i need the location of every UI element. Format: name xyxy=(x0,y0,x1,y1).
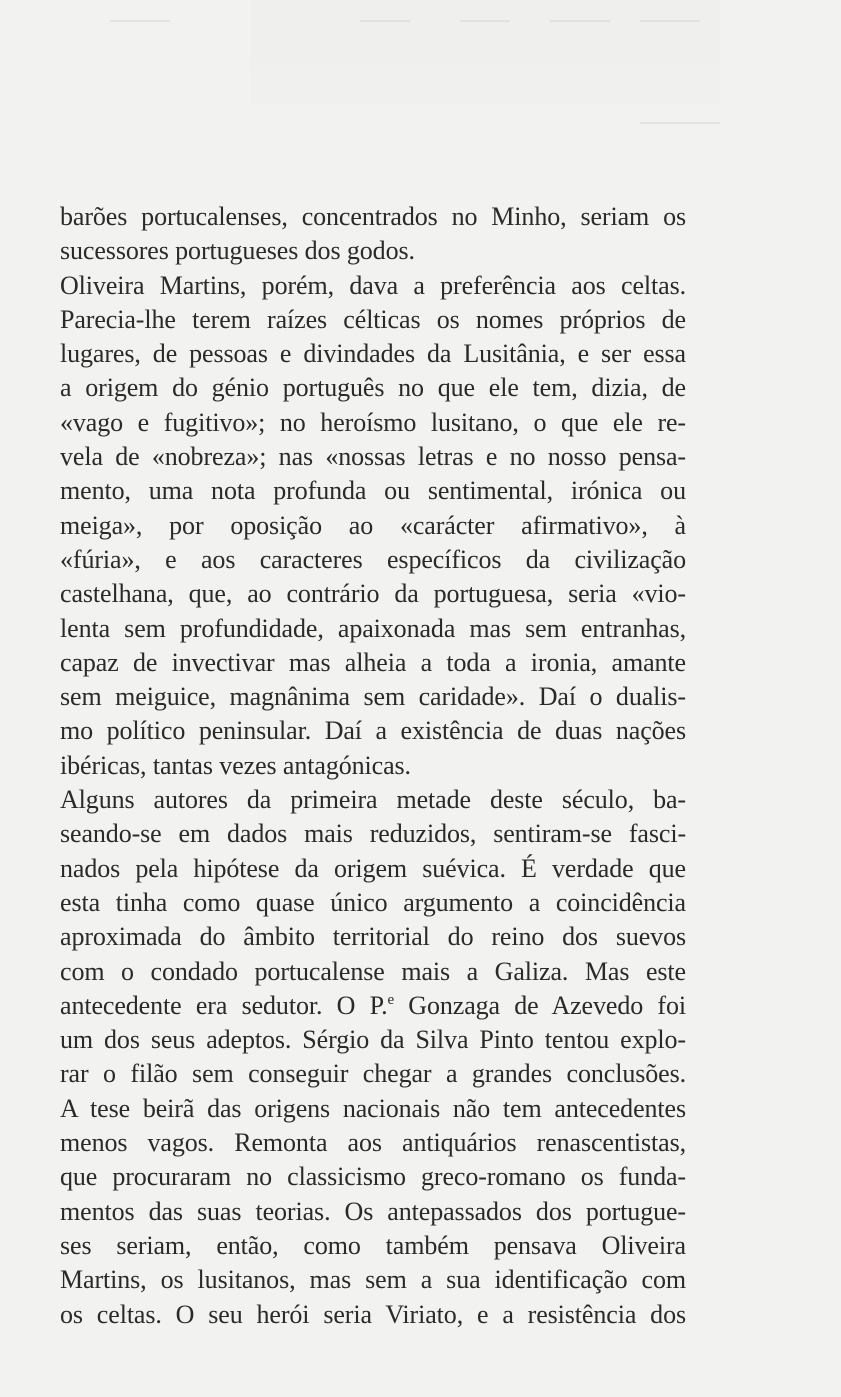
text-line: ibéricas, tantas vezes antagónicas. xyxy=(60,750,411,780)
bleedthrough-mark xyxy=(110,20,170,22)
text-line: «vago e fugitivo»; no heroísmo lusitano, o que ele re- xyxy=(60,407,686,437)
text-line: que procuraram no classicismo greco-romano os funda- xyxy=(60,1162,686,1192)
text-line: a origem do génio português no que ele tem, dizia, de xyxy=(60,373,686,403)
text-line: lugares, de pessoas e divindades da Lusitânia, e ser essa xyxy=(60,339,686,369)
bleedthrough-mark xyxy=(360,20,410,22)
text-line: mento, uma nota profunda ou sentimental, irónica ou xyxy=(60,476,686,506)
text-line: aproximada do âmbito territorial do reino dos suevos xyxy=(60,922,686,952)
text-line: Oliveira Martins, porém, dava a preferência aos celtas. xyxy=(60,270,686,300)
text-line: vela de «nobreza»; nas «nossas letras e no nosso pensa- xyxy=(60,442,686,472)
text-segment: antecedente era sedutor. O P. xyxy=(60,990,388,1020)
text-line: barões portucalenses, concentrados no Minho, seriam os xyxy=(60,202,686,231)
bleedthrough-mark xyxy=(460,20,510,22)
text-line: A tese beirã das origens nacionais não tem antecedentes xyxy=(60,1093,686,1123)
text-line: Alguns autores da primeira metade deste século, ba- xyxy=(60,785,686,815)
text-line: Parecia-lhe terem raízes célticas os nomes próprios de xyxy=(60,304,686,334)
text-line xyxy=(60,989,686,1023)
text-line: os celtas. O seu herói seria Viriato, e a resistência dos xyxy=(60,1299,686,1329)
text-line: sucessores portugueses dos godos. xyxy=(60,236,415,266)
text-line: com o condado portucalense mais a Galiza. Mas este xyxy=(60,956,686,986)
page-body-text xyxy=(60,200,686,1332)
bleedthrough-mark xyxy=(550,20,610,22)
text-line: mentos das suas teorias. Os antepassados dos portugue- xyxy=(60,1196,686,1226)
bleedthrough-mark xyxy=(640,122,720,124)
text-line: esta tinha como quase único argumento a coincidência xyxy=(60,887,686,917)
text-line: seando-se em dados mais reduzidos, sentiram-se fasci- xyxy=(60,819,686,849)
text-line: nados pela hipótese da origem suévica. É verdade que xyxy=(60,853,686,883)
text-line: «fúria», e aos caracteres específicos da civilização xyxy=(60,544,686,574)
text-line: mo político peninsular. Daí a existência de duas nações xyxy=(60,716,686,746)
text-line: um dos seus adeptos. Sérgio da Silva Pinto tentou explo- xyxy=(60,1025,686,1055)
text-line: menos vagos. Remonta aos antiquários renascentistas, xyxy=(60,1128,686,1158)
text-line: meiga», por oposição ao «carácter afirmativo», à xyxy=(60,510,686,540)
text-line: castelhana, que, ao contrário da portuguesa, seria «vio- xyxy=(60,579,686,609)
bleedthrough-table-shadow xyxy=(250,0,720,105)
text-line: lenta sem profundidade, apaixonada mas sem entranhas, xyxy=(60,613,686,643)
superscript: e xyxy=(387,991,395,1008)
text-segment: Gonzaga de Azevedo foi xyxy=(394,990,686,1020)
text-line: ses seriam, então, como também pensava Oliveira xyxy=(60,1230,686,1260)
text-line: capaz de invectivar mas alheia a toda a ironia, amante xyxy=(60,647,686,677)
text-line: sem meiguice, magnânima sem caridade». Daí o dualis- xyxy=(60,682,686,712)
text-line: Martins, os lusitanos, mas sem a sua identificação com xyxy=(60,1265,686,1295)
text-line: rar o filão sem conseguir chegar a grandes conclusões. xyxy=(60,1059,686,1089)
bleedthrough-mark xyxy=(640,20,700,22)
reverse-page-bleedthrough xyxy=(0,0,841,140)
